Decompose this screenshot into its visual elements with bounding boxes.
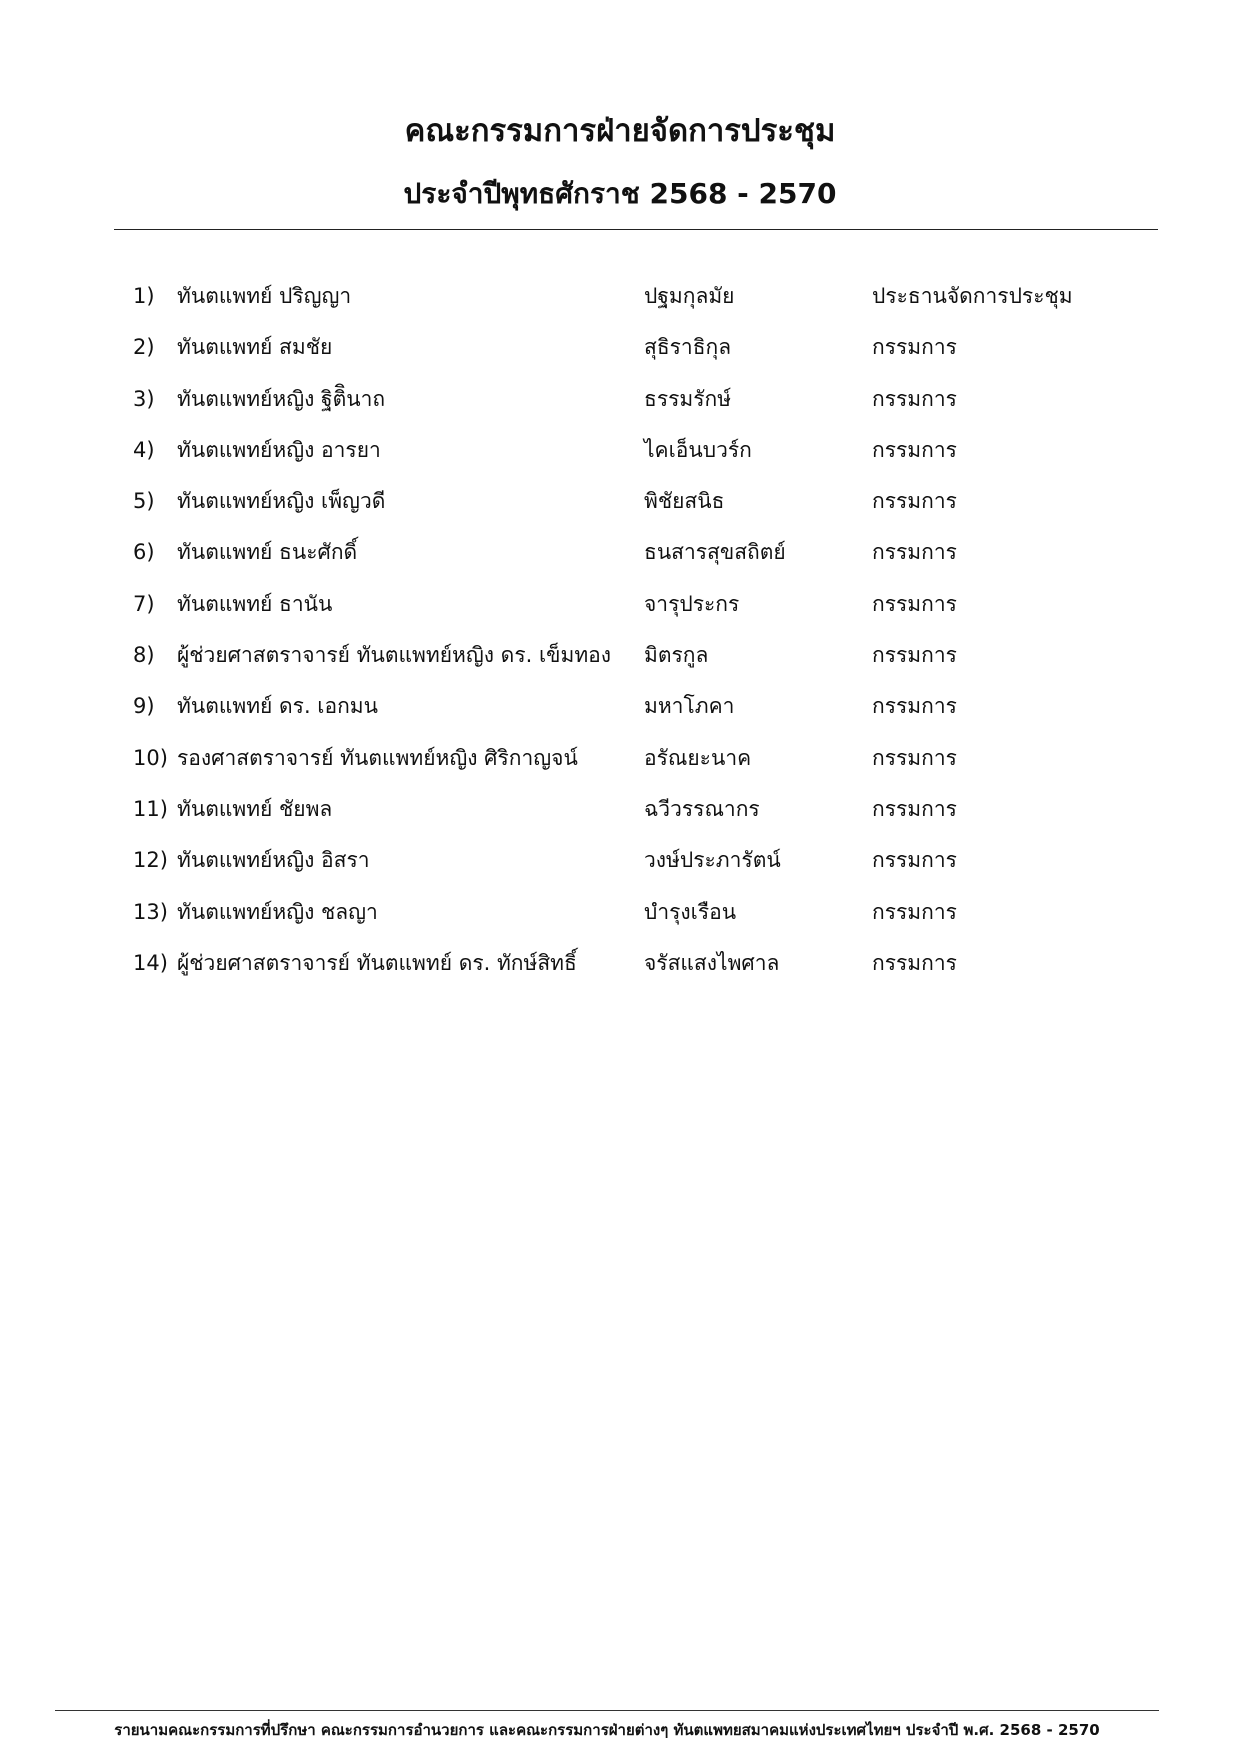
member-row	[0, 745, 1240, 796]
member-list	[0, 283, 1240, 1001]
member-row	[0, 539, 1240, 590]
member-surname: มิตรกูล	[644, 643, 709, 668]
member-position: กรรมการ	[872, 694, 957, 719]
member-surname: บำรุงเรือน	[644, 899, 737, 924]
member-row	[0, 488, 1240, 539]
member-surname: ฉวีวรรณากร	[644, 796, 760, 821]
member-name: ทันตแพทย์หญิง ฐิติินาถ	[177, 386, 386, 411]
member-surname: มหาโภคา	[644, 694, 735, 719]
member-name: ผู้ช่วยศาสตราจารย์ ทันตแพทย์หญิง ดร. เข็มทอง	[177, 643, 612, 668]
member-number: 2)	[133, 335, 155, 360]
member-number: 9)	[133, 694, 155, 719]
member-row	[0, 386, 1240, 437]
member-surname: ธนสารสุขสถิตย์	[644, 540, 786, 565]
member-position: กรรมการ	[872, 335, 957, 360]
member-number: 5)	[133, 489, 155, 514]
member-row	[0, 796, 1240, 847]
member-position: กรรมการ	[872, 643, 957, 668]
member-number: 3)	[133, 386, 155, 411]
page-subtitle: ประจำปีพุทธศักราช 2568 - 2570	[403, 177, 837, 210]
member-name: ทันตแพทย์ ดร. เอกมน	[177, 694, 379, 719]
member-number: 1)	[133, 284, 155, 308]
member-row	[0, 591, 1240, 642]
member-number: 10)	[133, 745, 168, 770]
member-surname: อรัณยะนาค	[644, 745, 752, 770]
member-position: กรรมการ	[872, 386, 957, 411]
member-number: 7)	[133, 591, 155, 616]
member-name: ทันตแพทย์หญิง ชลญา	[177, 899, 378, 924]
member-name: ทันตแพทย์ ธนะศักดิ์	[177, 540, 358, 565]
member-surname: ไคเอ็นบวร์ก	[644, 437, 752, 462]
member-number: 6)	[133, 540, 155, 565]
member-surname: สุธิราธิกุล	[644, 335, 732, 360]
member-number: 13)	[133, 899, 168, 924]
member-row	[0, 847, 1240, 898]
member-number: 12)	[133, 848, 168, 873]
member-position: กรรมการ	[872, 437, 957, 462]
member-number: 14)	[133, 950, 168, 975]
member-name: ผู้ช่วยศาสตราจารย์ ทันตแพทย์ ดร. ทักษ์สิทธิ์	[177, 950, 577, 975]
member-surname: จรัสแสงไพศาล	[644, 950, 780, 975]
member-row	[0, 283, 1240, 334]
member-surname: ธรรมรักษ์	[644, 386, 732, 411]
member-row	[0, 950, 1240, 1001]
member-name: ทันตแพทย์หญิง อิสรา	[177, 848, 370, 873]
member-surname: พิชัยสนิธ	[644, 489, 725, 514]
member-position: กรรมการ	[872, 848, 957, 873]
member-position: กรรมการ	[872, 489, 957, 514]
member-position: กรรมการ	[872, 745, 957, 770]
member-surname: วงษ์ประภารัตน์	[644, 848, 781, 873]
member-name: ทันตแพทย์ สมชัย	[177, 335, 333, 360]
member-row	[0, 693, 1240, 744]
member-row	[0, 899, 1240, 950]
member-surname: จารุประกร	[644, 591, 740, 616]
member-name: ทันตแพทย์หญิง อารยา	[177, 437, 381, 462]
member-position: กรรมการ	[872, 796, 957, 821]
member-number: 4)	[133, 437, 155, 462]
member-position: กรรมการ	[872, 950, 957, 975]
header-divider	[114, 229, 1158, 230]
footer-divider	[55, 1710, 1159, 1711]
member-name: ทันตแพทย์หญิง เพ็ญวดี	[177, 489, 386, 514]
footer-caption: รายนามคณะกรรมการที่ปรึกษา คณะกรรมการอำนวยการ และคณะกรรมการฝ่ายต่างๆ ทันตแพทยสมาคมแห่งประเทศไทยฯ ประจำปี พ.ศ. 2568 - 2570	[114, 1721, 1100, 1739]
member-row	[0, 437, 1240, 488]
member-position: กรรมการ	[872, 899, 957, 924]
member-number: 8)	[133, 643, 155, 668]
member-position: ประธานจัดการประชุม	[872, 284, 1073, 308]
page-title: คณะกรรมการฝ่ายจัดการประชุม	[404, 113, 836, 149]
member-position: กรรมการ	[872, 540, 957, 565]
member-name: ทันตแพทย์ ธานัน	[177, 591, 333, 616]
member-name: ทันตแพทย์ ชัยพล	[177, 796, 333, 821]
member-surname: ปฐมกุลมัย	[644, 284, 735, 308]
member-row	[0, 642, 1240, 693]
member-row	[0, 334, 1240, 385]
member-position: กรรมการ	[872, 591, 957, 616]
member-name: รองศาสตราจารย์ ทันตแพทย์หญิง ศิริกาญจน์	[177, 745, 578, 770]
member-number: 11)	[133, 796, 168, 821]
member-name: ทันตแพทย์ ปริญญา	[177, 284, 352, 308]
